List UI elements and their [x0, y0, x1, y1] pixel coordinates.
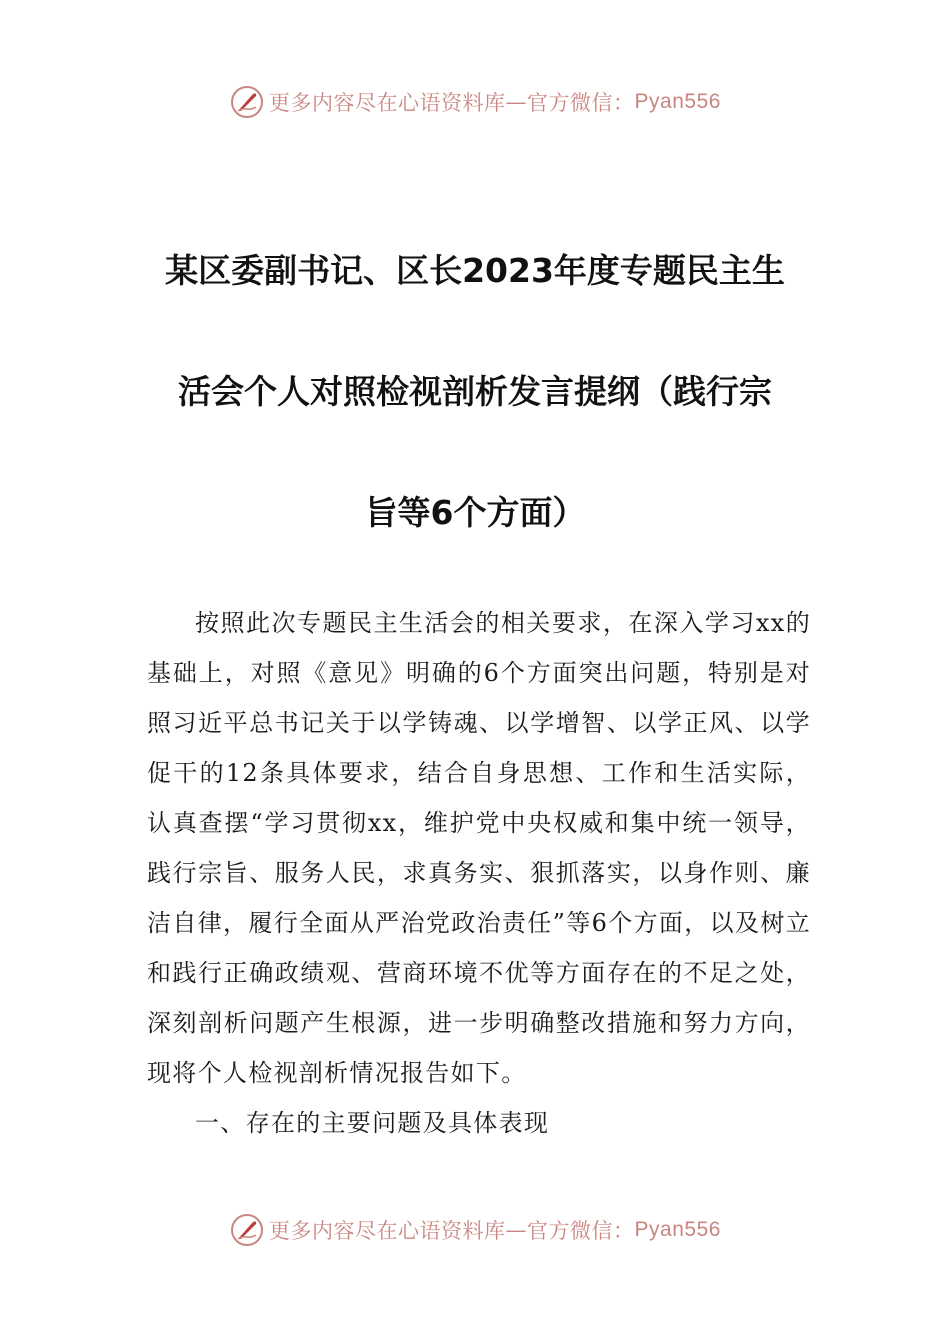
- document-body: [147, 598, 811, 1148]
- banner-wechat-id: Pyan556: [634, 90, 721, 113]
- header-banner: [0, 80, 950, 124]
- document-title: [0, 210, 950, 573]
- footer-banner: [0, 1208, 950, 1252]
- banner-wechat-id: Pyan556: [634, 1218, 721, 1241]
- title-line-1: 某区委副书记、区长2023年度专题民主生: [165, 251, 785, 290]
- banner-separator: —: [505, 90, 528, 114]
- banner-wechat-label: 官方微信：: [527, 1219, 635, 1243]
- banner-site-text: 更多内容尽在心语资料库: [269, 91, 506, 115]
- quill-pen-logo-icon: [229, 84, 265, 120]
- title-line-3: 旨等6个方面）: [364, 493, 586, 532]
- banner-separator: —: [505, 1218, 528, 1242]
- intro-paragraph: 按照此次专题民主生活会的相关要求，在深入学习xx的基础上，对照《意见》明确的6个方面突出问题，特别是对照习近平总书记关于以学铸魂、以学增智、以学正风、以学促干的12条具体要求，结合自身思想、工作和生活实际，认真查摆“学习贯彻xx，维护党中央权威和集中统一领导，践行宗旨、服务人民，求真务实、狠抓落实，以身作则、廉洁自律，履行全面从严治党政治责任”等6个方面，以及树立和践行正确政绩观、营商环境不优等方面存在的不足之处，深刻剖析问题产生根源，进一步明确整改措施和努力方向，现将个人检视剖析情况报告如下。: [147, 609, 811, 1087]
- section-heading: 一、存在的主要问题及具体表现: [195, 1109, 550, 1137]
- banner-wechat-label: 官方微信：: [527, 91, 635, 115]
- banner-site-text: 更多内容尽在心语资料库: [269, 1219, 506, 1243]
- quill-pen-logo-icon: [229, 1212, 265, 1248]
- title-line-2: 活会个人对照检视剖析发言提纲（践行宗: [178, 372, 772, 411]
